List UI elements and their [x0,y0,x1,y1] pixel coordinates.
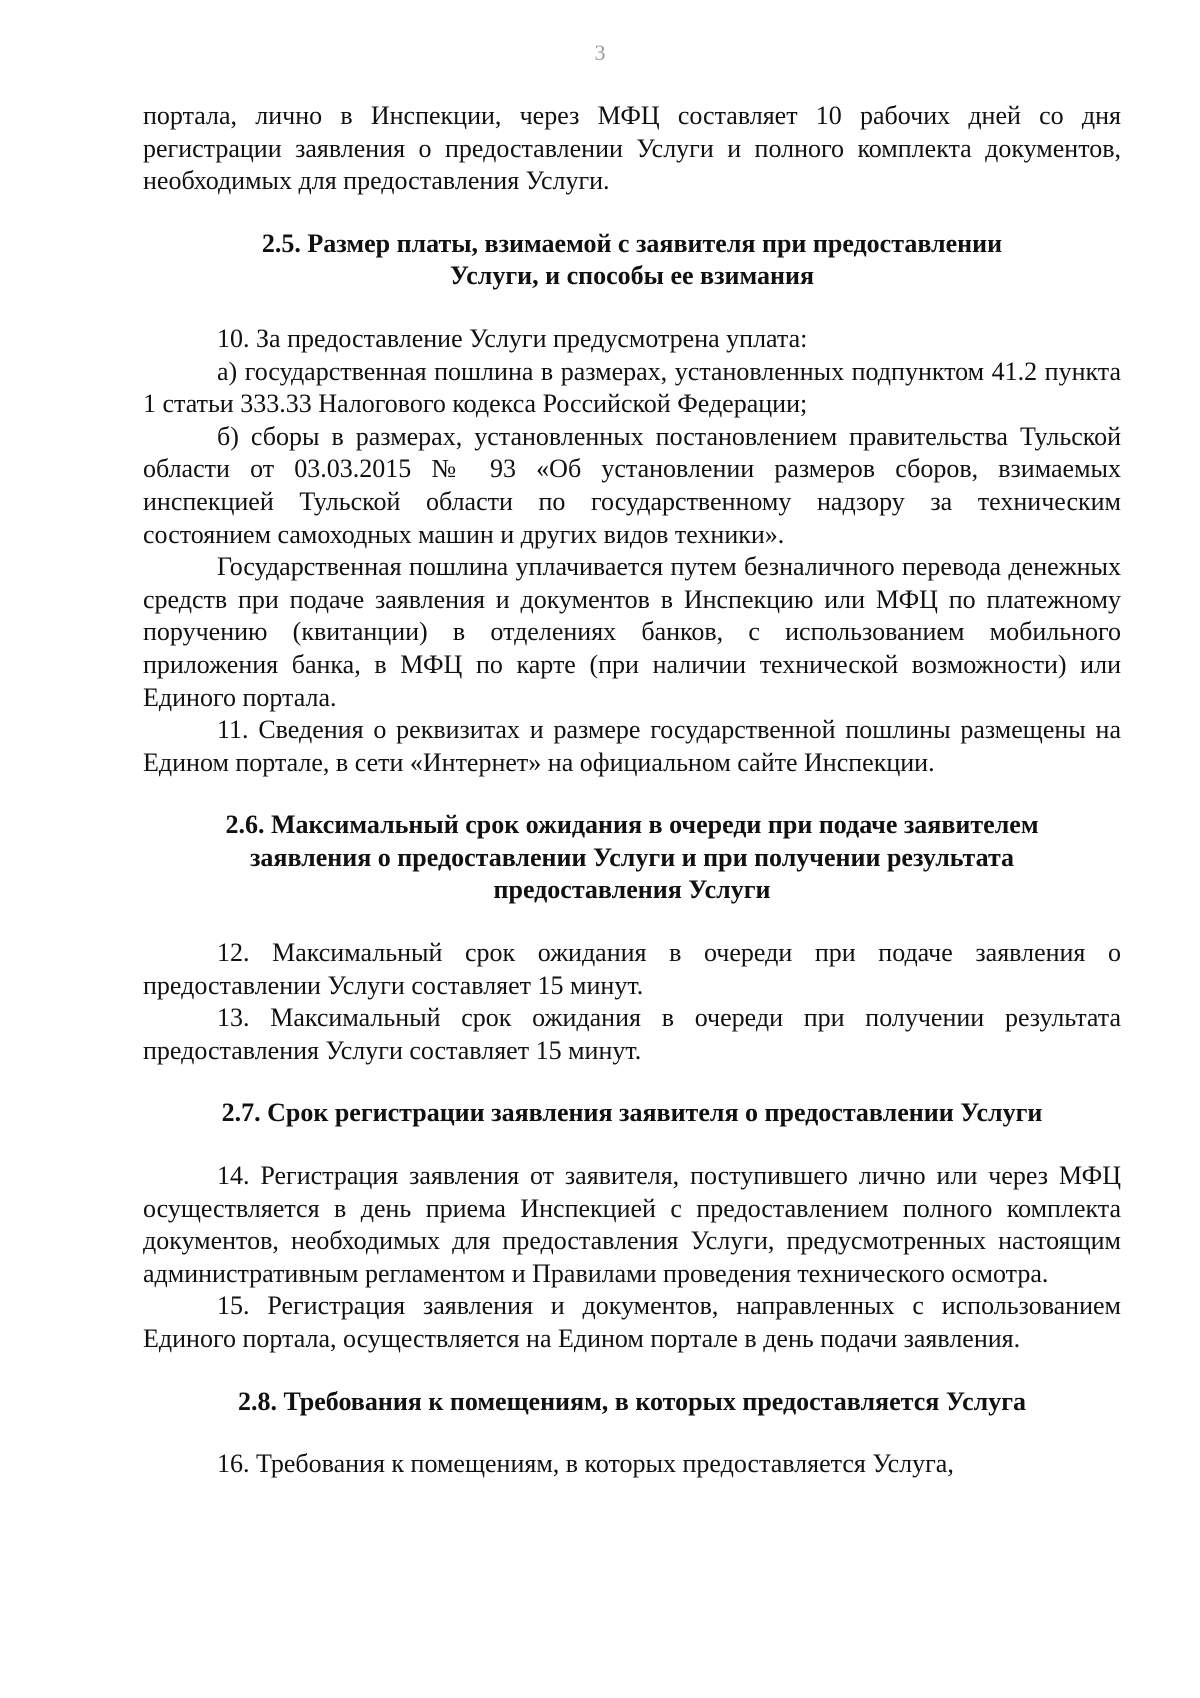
paragraph-16: 16. Требования к помещениям, в которых предоставляется Услуга, [217,1449,954,1479]
section-2-6-title-line3: предоставления Услуги [493,875,771,905]
paragraph-13: 13. Максимальный срок ожидания в очереди при получении результата предоставления Услуги составляет 15 минут. [143,1003,1121,1065]
paragraph-10c: Государственная пошлина уплачивается путем безналичного перевода денежных средств при подаче заявления и документов в Инспекцию или МФЦ по платежному поручению (квитанции) в отделениях банков, с использованием мобильного приложения банка, в МФЦ по карте (при наличии технической возможности) или Единого портала. [143,552,1121,712]
section-2-6-title-line2: заявления о предоставлении Услуги и при получении результата [249,842,1015,872]
paragraph-12: 12. Максимальный срок ожидания в очереди при подаче заявления о предоставлении Услуги составляет 15 минут. [143,938,1121,1000]
section-2-5-title-line1: 2.5. Размер платы, взимаемой с заявителя при предоставлении [261,228,1003,258]
section-2-6-title-line1: 2.6. Максимальный срок ожидания в очереди при подаче заявителем [225,810,1039,840]
paragraph-14: 14. Регистрация заявления от заявителя, поступившего лично или через МФЦ осуществляется в день приема Инспекцией с предоставлением полного комплекта документов, необходимых для предоставления Услуги, предусмотренных настоящим административным регламентом и Правилами проведения технического осмотра. [143,1161,1121,1288]
section-2-7-body [143,1160,1121,1356]
paragraph-10: 10. За предоставление Услуги предусмотрена уплата: [217,323,808,353]
section-2-8-body [143,1448,1121,1481]
paragraph-10b: б) сборы в размерах, установленных постановлением правительства Тульской области от 03.03.2015 № 93 «Об установлении размеров сборов, взимаемых инспекцией Тульской области по государственному надзору за техническим состоянием самоходных машин и других видов техники». [143,421,1121,549]
section-2-5-body [143,323,1121,779]
section-2-6 [143,809,1121,1067]
paragraph-10a: а) государственная пошлина в размерах, установленных подпунктом 41.2 пункта 1 статьи 333.33 Налогового кодекса Российской Федерации; [143,356,1121,419]
section-2-7-title: 2.7. Срок регистрации заявления заявителя о предоставлении Услуги [221,1098,1043,1128]
page-number: 3 [594,40,606,65]
intro-paragraph: портала, лично в Инспекции, через МФЦ составляет 10 рабочих дней со дня регистрации заявления о предоставлении Услуги и полного комплекта документов, необходимых для предоставления Услуги. [143,101,1121,196]
section-2-6-body [143,937,1121,1067]
section-2-5 [143,228,1121,780]
document-body [143,100,1121,1481]
paragraph-15: 15. Регистрация заявления и документов, направленных с использованием Единого портала, осуществляется на Едином портале в день подачи заявления. [143,1291,1121,1353]
paragraph-11: 11. Сведения о реквизитах и размере государственной пошлины размещены на Едином портале, в сети «Интернет» на официальном сайте Инспекции. [143,715,1121,777]
section-2-8 [143,1386,1121,1481]
section-2-5-title-line2: Услуги, и способы ее взимания [449,261,815,291]
section-2-7 [143,1097,1121,1355]
section-2-8-title: 2.8. Требования к помещениям, в которых предоставляется Услуга [237,1386,1027,1416]
